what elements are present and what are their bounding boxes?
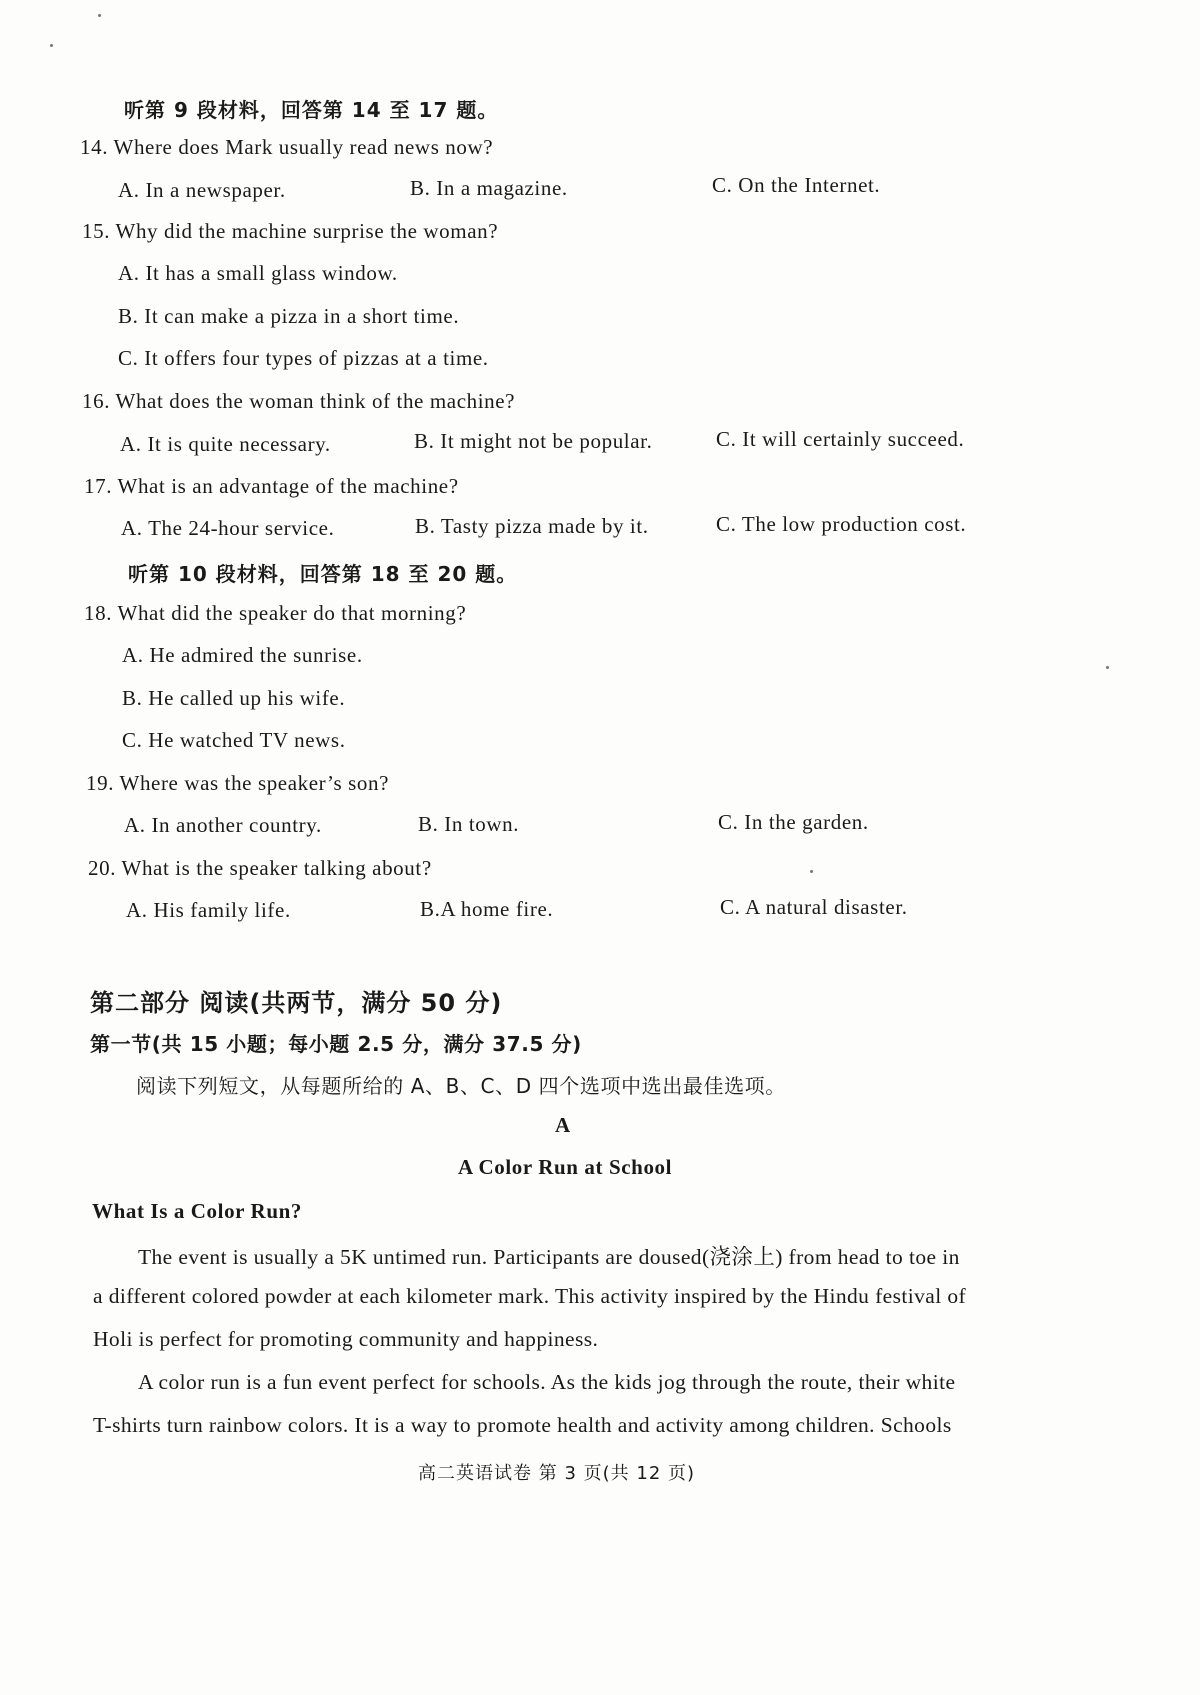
part-2-title: 第二部分 阅读(共两节，满分 50 分): [90, 989, 503, 1017]
question-19-stem: 19. Where was the speaker’s son?: [86, 771, 389, 795]
scan-speck: [98, 14, 101, 17]
paragraph-1-line-3: Holi is perfect for promoting community and happiness.: [93, 1327, 599, 1351]
paragraph-2-line-1: A color run is a fun event perfect for schools. As the kids jog through the route, their white: [138, 1370, 956, 1394]
reading-instruction: 阅读下列短文，从每题所给的 A、B、C、D 四个选项中选出最佳选项。: [136, 1074, 786, 1098]
question-15-stem: 15. Why did the machine surprise the woman?: [82, 219, 499, 243]
question-19-option-b: B. In town.: [418, 812, 520, 836]
question-20-option-c: C. A natural disaster.: [720, 895, 908, 919]
paragraph-1-line-2: a different colored powder at each kilometer mark. This activity inspired by the Hindu festival of: [93, 1284, 967, 1308]
question-16-option-c: C. It will certainly succeed.: [716, 427, 965, 451]
scan-speck: [810, 870, 813, 873]
question-16-option-a: A. It is quite necessary.: [120, 432, 331, 456]
question-17-option-a: A. The 24-hour service.: [121, 516, 335, 540]
question-17-stem: 17. What is an advantage of the machine?: [84, 474, 459, 498]
question-18-option-a: A. He admired the sunrise.: [122, 643, 363, 667]
question-15-option-c: C. It offers four types of pizzas at a time.: [118, 346, 489, 370]
passage-title: A Color Run at School: [458, 1155, 673, 1179]
question-18-option-b: B. He called up his wife.: [122, 686, 346, 710]
question-14-option-c: C. On the Internet.: [712, 173, 881, 197]
paragraph-1-line-1: The event is usually a 5K untimed run. Participants are doused(浇涂上) from head to toe in: [138, 1245, 960, 1269]
question-20-option-a: A. His family life.: [126, 898, 291, 922]
question-18-option-c: C. He watched TV news.: [122, 728, 346, 752]
section-10-heading: 听第 10 段材料，回答第 18 至 20 题。: [128, 562, 518, 586]
scan-speck: [1106, 666, 1109, 669]
question-15-option-b: B. It can make a pizza in a short time.: [118, 304, 460, 328]
paragraph-2-line-2: T-shirts turn rainbow colors. It is a way to promote health and activity among children. Schools: [93, 1413, 952, 1437]
section-9-heading: 听第 9 段材料，回答第 14 至 17 题。: [124, 98, 499, 122]
question-14-option-b: B. In a magazine.: [410, 176, 568, 200]
question-15-option-a: A. It has a small glass window.: [118, 261, 398, 285]
question-19-option-a: A. In another country.: [124, 813, 322, 837]
question-19-option-c: C. In the garden.: [718, 810, 869, 834]
question-14-stem: 14. Where does Mark usually read news now?: [80, 135, 494, 159]
section-1-title: 第一节(共 15 小题；每小题 2.5 分，满分 37.5 分): [90, 1032, 582, 1056]
scan-speck: [50, 44, 53, 47]
question-14-option-a: A. In a newspaper.: [118, 178, 286, 202]
question-20-stem: 20. What is the speaker talking about?: [88, 856, 432, 880]
question-17-option-b: B. Tasty pizza made by it.: [415, 514, 649, 538]
question-16-option-b: B. It might not be popular.: [414, 429, 653, 453]
passage-label: A: [555, 1113, 571, 1137]
question-20-option-b: B.A home fire.: [420, 897, 554, 921]
question-16-stem: 16. What does the woman think of the machine?: [82, 389, 516, 413]
question-17-option-c: C. The low production cost.: [716, 512, 967, 536]
page-footer: 高二英语试卷 第 3 页(共 12 页): [418, 1463, 696, 1484]
question-18-stem: 18. What did the speaker do that morning?: [84, 601, 467, 625]
passage-subheading: What Is a Color Run?: [92, 1199, 302, 1223]
